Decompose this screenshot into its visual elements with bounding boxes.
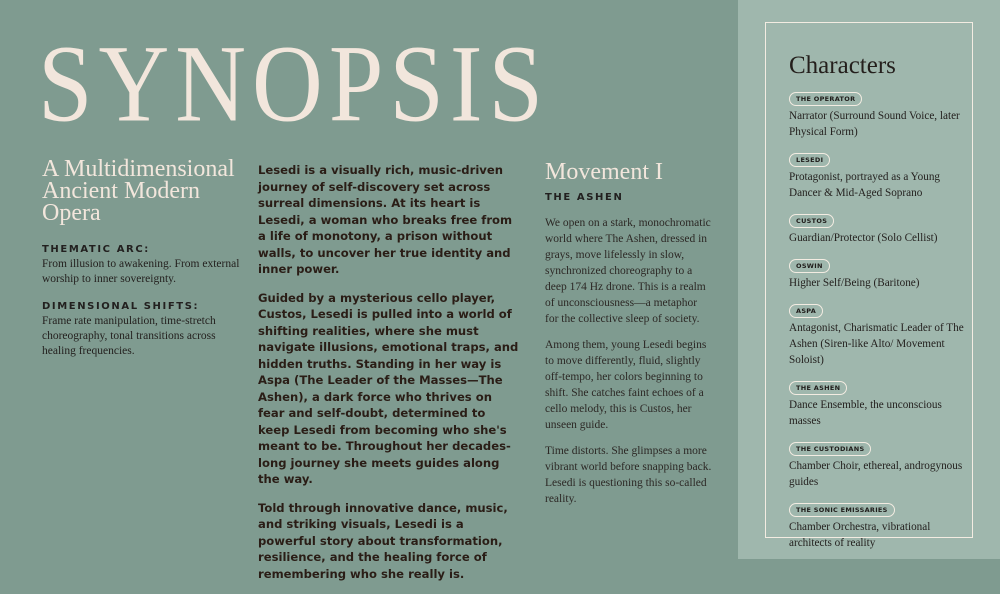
story-paragraph-2: Guided by a mysterious cello player, Custos, Lesedi is pulled into a world of shifting realities, where she must navigate illusions, emotional traps, and hidden truths. Standing in her way is Aspa (The Leader of the Masses—The Ashen), a dark force who thrives on fear and self-doubt, determined to keep Lesedi from becoming who she's meant to be. Throughout her decades-long journey she meets guides along the way. xyxy=(258,290,519,486)
character-item xyxy=(789,298,969,368)
character-item xyxy=(789,86,969,140)
characters-heading: Characters xyxy=(789,52,896,79)
character-description: Guardian/Protector (Solo Cellist) xyxy=(789,232,938,244)
character-name-badge: OSWIN xyxy=(789,259,830,273)
thematic-arc-label: THEMATIC ARC: xyxy=(42,244,150,255)
character-description: Dance Ensemble, the unconscious masses xyxy=(789,399,942,427)
movement-paragraph-2: Among them, young Lesedi begins to move differently, fluid, slightly off-tempo, her colors beginning to shift. She catches faint echoes of a cello melody, this is Custos, her unseen guide. xyxy=(545,339,707,431)
character-name-badge: THE SONIC EMISSARIES xyxy=(789,503,895,517)
character-description: Antagonist, Charismatic Leader of The Ashen (Siren-like Alto/ Movement Soloist) xyxy=(789,322,964,366)
character-description: Chamber Orchestra, vibrational architects of reality xyxy=(789,521,931,549)
character-item xyxy=(789,147,969,201)
character-name-badge: THE CUSTODIANS xyxy=(789,442,871,456)
character-name-badge: LESEDI xyxy=(789,153,830,167)
dimensional-shifts-text: Frame rate manipulation, time-stretch choreography, tonal transitions across healing frequencies. xyxy=(42,315,216,357)
character-name-badge: ASPA xyxy=(789,304,823,318)
characters-list xyxy=(789,52,969,558)
movement-subtitle: THE ASHEN xyxy=(545,192,624,203)
character-name-badge: THE ASHEN xyxy=(789,381,847,395)
character-item xyxy=(789,253,969,291)
thematic-arc-text: From illusion to awakening. From external worship to inner sovereignty. xyxy=(42,258,240,285)
character-name-badge: THE OPERATOR xyxy=(789,92,862,106)
character-description: Chamber Choir, ethereal, androgynous guides xyxy=(789,460,963,488)
story-paragraph-3: Told through innovative dance, music, and striking visuals, Lesedi is a powerful story about transformation, resilience, and the healing force of remembering who she really is. xyxy=(258,500,508,581)
story-column xyxy=(258,162,520,594)
movement-paragraph-3: Time distorts. She glimpses a more vibrant world before snapping back. Lesedi is questioning this so-called reality. xyxy=(545,445,712,505)
story-paragraph-1: Lesedi is a visually rich, music-driven journey of self-discovery set across surreal dimensions. At its heart is Lesedi, a woman who breaks free from a life of monotony, a prison without walls, to uncover her true identity and inner power. xyxy=(258,163,513,276)
intro-column xyxy=(42,158,242,359)
character-item xyxy=(789,208,969,246)
character-item xyxy=(789,375,969,429)
page-title: SYNOPSIS xyxy=(38,24,549,146)
movement-column xyxy=(545,158,713,517)
character-name-badge: CUSTOS xyxy=(789,214,834,228)
character-item xyxy=(789,436,969,490)
character-description: Higher Self/Being (Baritone) xyxy=(789,277,920,289)
character-description: Narrator (Surround Sound Voice, later Physical Form) xyxy=(789,110,960,138)
dimensional-shifts-label: DIMENSIONAL SHIFTS: xyxy=(42,301,200,312)
character-item xyxy=(789,497,969,551)
opera-subtitle: A Multidimensional Ancient Modern Opera xyxy=(42,156,235,226)
movement-title: Movement I xyxy=(545,159,663,185)
character-description: Protagonist, portrayed as a Young Dancer & Mid-Aged Soprano xyxy=(789,171,941,199)
movement-paragraph-1: We open on a stark, monochromatic world where The Ashen, dressed in grays, move lifelessly in slow, synchronized choreography to a deep 174 Hz drone. This is a realm of unconsciousness—a metaphor for the collective sleep of society. xyxy=(545,217,711,325)
